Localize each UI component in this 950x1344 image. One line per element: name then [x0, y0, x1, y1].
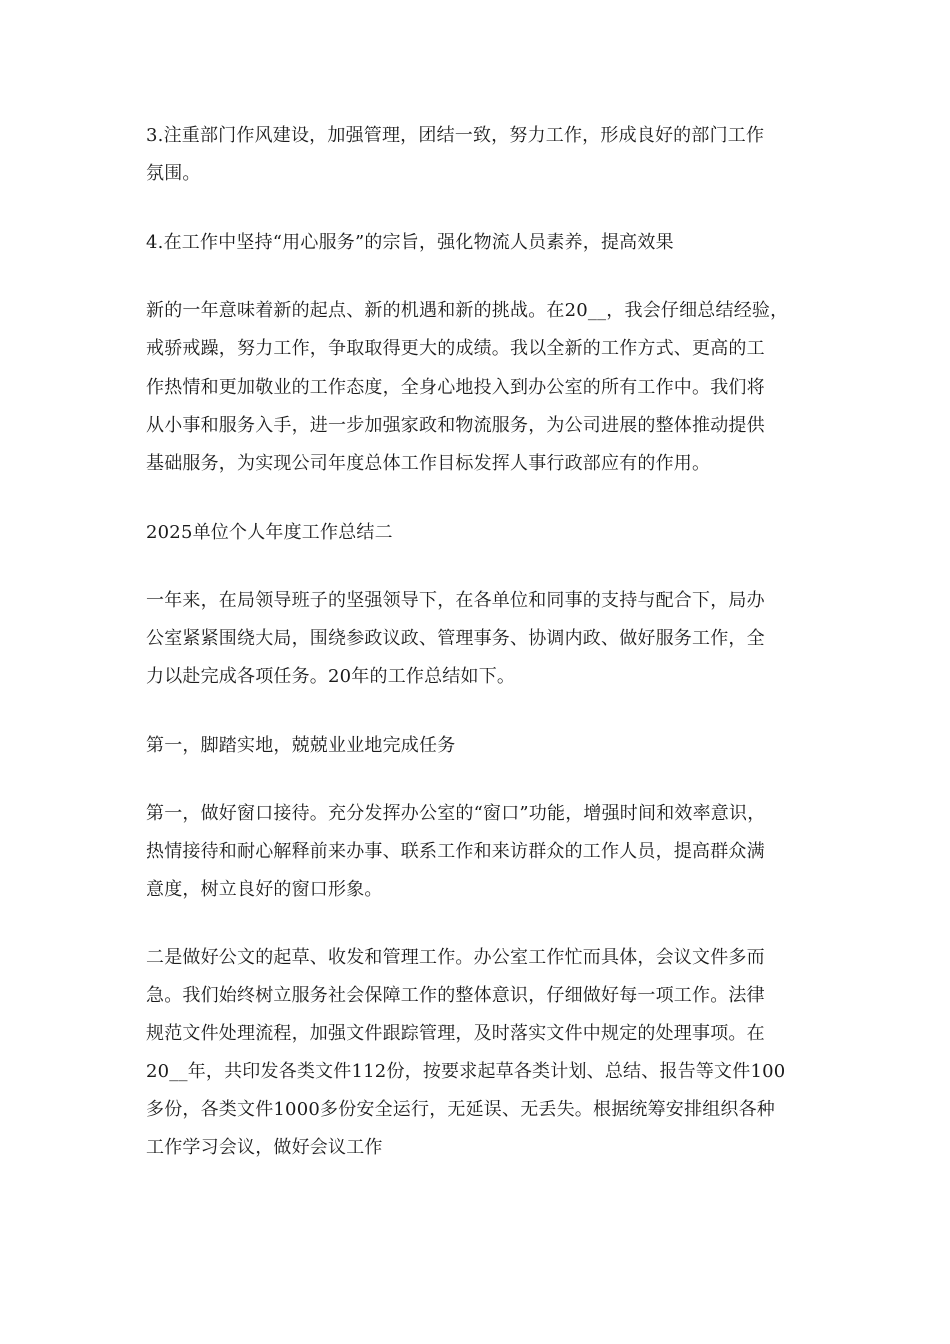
paragraph-5-line-1: 一年来，在局领导班子的坚强领导下，在各单位和同事的支持与配合下，局办 — [146, 590, 765, 611]
paragraph-3-line-1: 新的一年意味着新的起点、新的机遇和新的挑战。在20__，我会仔细总结经验， — [146, 300, 789, 321]
paragraph-8-line-1: 二是做好公文的起草、收发和管理工作。办公室工作忙而具体，会议文件多而 — [146, 947, 765, 968]
paragraph-7-line-3: 意度，树立良好的窗口形象。 — [146, 879, 383, 900]
paragraph-6-line-1: 第一，脚踏实地，兢兢业业地完成任务 — [146, 735, 456, 756]
section-title: 2025单位个人年度工作总结二 — [146, 522, 393, 543]
paragraph-1-line-1: 3.注重部门作风建设，加强管理，团结一致，努力工作，形成良好的部门工作 — [146, 125, 765, 146]
paragraph-8-line-5: 多份，各类文件1000多份安全运行，无延误、无丢失。根据统筹安排组织各种 — [146, 1099, 776, 1120]
paragraph-7-line-2: 热情接待和耐心解释前来办事、联系工作和来访群众的工作人员，提高群众满 — [146, 841, 765, 862]
paragraph-1-line-2: 氛围。 — [146, 163, 201, 184]
paragraph-8-line-3: 规范文件处理流程，加强文件跟踪管理，及时落实文件中规定的处理事项。在 — [146, 1023, 765, 1044]
paragraph-8-line-2: 急。我们始终树立服务社会保障工作的整体意识，仔细做好每一项工作。法律 — [146, 985, 765, 1006]
paragraph-7-line-1: 第一，做好窗口接待。充分发挥办公室的“窗口”功能，增强时间和效率意识， — [146, 803, 766, 824]
paragraph-5-line-2: 公室紧紧围绕大局，围绕参政议政、管理事务、协调内政、做好服务工作，全 — [146, 628, 765, 649]
paragraph-3-line-3: 作热情和更加敬业的工作态度，全身心地投入到办公室的所有工作中。我们将 — [146, 377, 765, 398]
paragraph-2-line-1: 4.在工作中坚持“用心服务”的宗旨，强化物流人员素养，提高效果 — [146, 232, 674, 253]
paragraph-3-line-4: 从小事和服务入手，进一步加强家政和物流服务，为公司进展的整体推动提供 — [146, 415, 765, 436]
paragraph-8-line-4: 20__年，共印发各类文件112份，按要求起草各类计划、总结、报告等文件100 — [146, 1061, 786, 1082]
paragraph-3-line-2: 戒骄戒躁，努力工作，争取取得更大的成绩。我以全新的工作方式、更高的工 — [146, 338, 765, 359]
paragraph-5-line-3: 力以赴完成各项任务。20年的工作总结如下。 — [146, 666, 516, 687]
paragraph-8-line-6: 工作学习会议，做好会议工作 — [146, 1137, 383, 1158]
paragraph-3-line-5: 基础服务，为实现公司年度总体工作目标发挥人事行政部应有的作用。 — [146, 453, 711, 474]
